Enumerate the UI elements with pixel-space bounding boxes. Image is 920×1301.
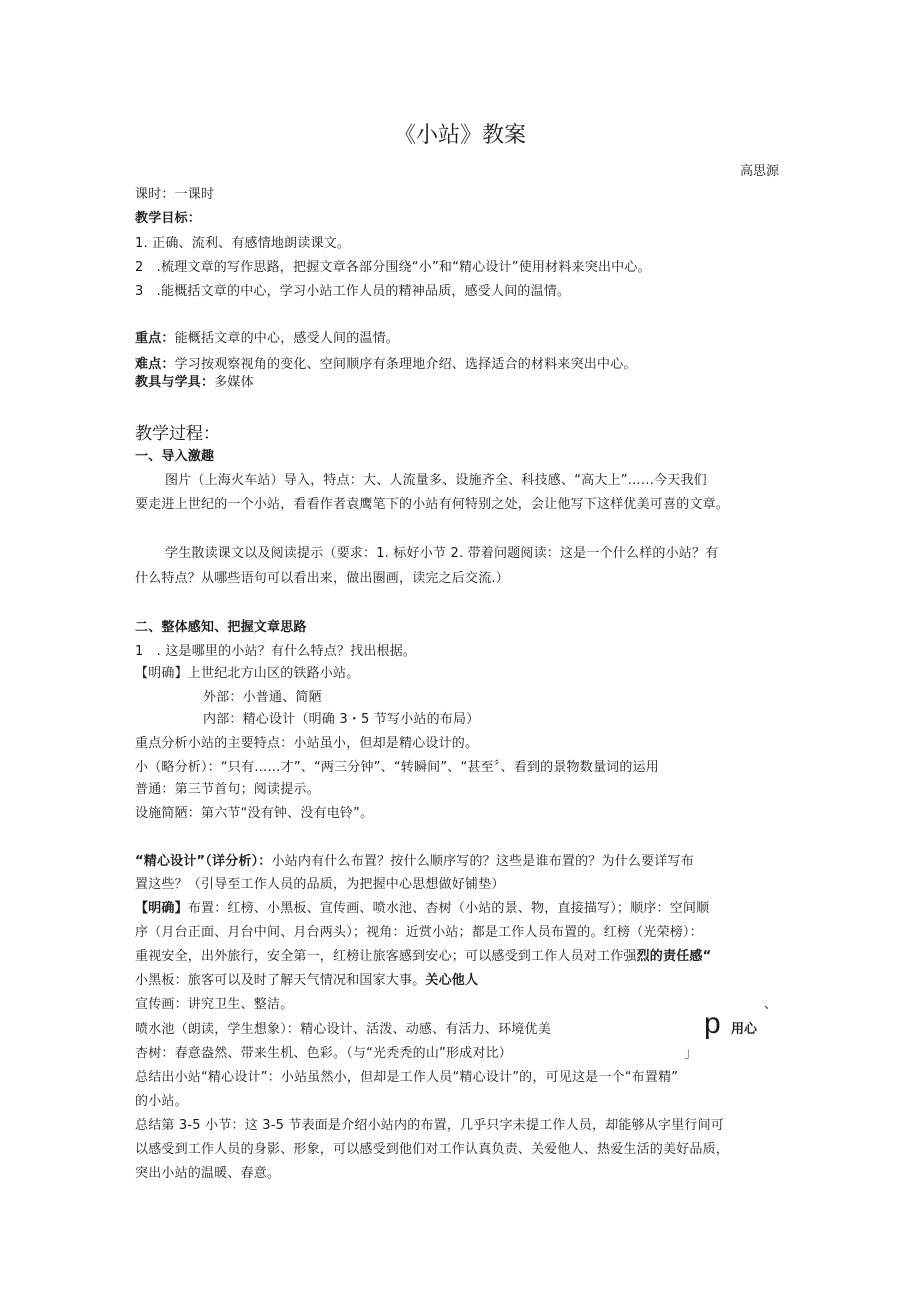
- process-heading: 教学过程：: [135, 424, 220, 444]
- s3-line-7: 宣传画：讲究卫生、整洁。: [135, 997, 294, 1012]
- s3-line-5: [135, 948, 711, 966]
- section-1-heading: 一、导入激趣: [135, 449, 215, 464]
- s3-line-6: [135, 972, 478, 990]
- document-title: 《小站》教案: [393, 123, 526, 148]
- tools-text: 多媒体: [214, 375, 254, 390]
- s3-line-9-stray-mark: 」: [684, 1046, 698, 1061]
- s1-paragraph-2-line-1: 学生散读课文以及阅读提示（要求：1. 标好小节 2. 带着问题阅读：这是一个什么样的小站？有: [165, 546, 719, 561]
- s3-line-12: 总结第 3-5 小节：这 3-5 节表面是介绍小站内的布置，几乎只字未提工作人员，却能够从字里行间可: [135, 1118, 724, 1133]
- difficulty-text: 学习按观察视角的变化、空间顺序有条理地介绍、选择适合的材料来突出中心。: [174, 357, 637, 372]
- s3-line-3: [135, 900, 709, 918]
- tools-label: 教具与学具：: [135, 375, 215, 390]
- s1-paragraph-1-line-1: 图片（上海火车站）导入，特点：大、人流量多、设施齐全、科技感、“高大上”……今天我们: [165, 473, 707, 488]
- key-point: [135, 330, 399, 348]
- s3-line-8: 喷水池（朗读，学生想象）：精心设计、活泼、动感、有活力、环境优美: [135, 1022, 551, 1037]
- key-point-text: 能概括文章的中心，感受人间的温情。: [174, 331, 400, 346]
- s3-line-6-rest: 小黑板：旅客可以及时了解天气情况和国家大事。: [135, 973, 426, 988]
- class-hours: 课时：一课时: [135, 187, 215, 202]
- goal-2: 2 .梳理文章的写作思路，把握文章各部分围绕“小”和“精心设计”使用材料来突出中心。: [135, 260, 651, 275]
- s1-paragraph-2-line-2: 什么特点？从哪些语句可以看出来，做出圈画，读完之后交流.）: [135, 571, 509, 586]
- goal-1: 1. 正确、流利、有感情地朗读课文。: [135, 236, 351, 251]
- s3-line-7-stray-mark: 、: [764, 997, 778, 1012]
- s3-line-13: 以感受到工作人员的身影、形象，可以感受到他们对工作认真负责、关爱他人、热爱生活的美好品质，: [135, 1142, 730, 1157]
- s3-line-5-bold: 烈的责任感“: [636, 949, 712, 964]
- s3-line-10: 总结出小站“精心设计”：小站虽然小，但却是工作人员“精心设计”的，可见这是一个“布置精”: [135, 1070, 679, 1085]
- s3-line-6-bold: 关心他人: [425, 973, 479, 988]
- s3-line-4: 序（月台正面、月台中间、月台两头）；视角：近赏小站；都是工作人员布置的。红榜（光荣榜）：: [135, 925, 703, 940]
- s2-normal: 普通：第三节首句；阅读提示。: [135, 782, 320, 797]
- s2-answer-1: 【明确】上世纪北方山区的铁路小站。: [135, 666, 360, 681]
- s2-simple: 设施简陋：第六节“没有钟、没有电铃”。: [135, 806, 374, 821]
- s3-line-3-bold: 【明确】: [135, 901, 188, 916]
- s2-question-1: 1 . 这是哪里的小站？有什么特点？找出根据。: [135, 644, 417, 659]
- tools: [135, 374, 254, 392]
- difficulty-label: 难点：: [135, 357, 175, 372]
- s2-outside: 外部：小普通、简陋: [203, 690, 322, 705]
- author: 高思源: [740, 164, 780, 179]
- s3-line-8-big-p: p: [704, 1007, 721, 1040]
- s3-line-8-bold: 用心: [731, 1022, 758, 1037]
- s3-line-1-bold: “精心设计”（详分析）：: [135, 854, 272, 869]
- s2-inside: 内部：精心设计（明确 3・5 节写小站的布局）: [203, 712, 480, 727]
- s3-line-1: [135, 853, 694, 871]
- s3-line-9: 杏树：春意盎然、带来生机、色彩。（与“光秃秃的山”形成对比）: [135, 1046, 512, 1061]
- s1-paragraph-1-line-2: 要走进上世纪的一个小站，看看作者袁鹰笔下的小站有何特别之处，会让他写下这样优美可喜的文章。: [135, 497, 730, 512]
- section-2-heading: 二、整体感知、把握文章思路: [135, 620, 307, 635]
- s3-line-1-rest: 小站内有什么布置？按什么顺序写的？这些是谁布置的？为什么要详写布: [271, 854, 694, 869]
- goals-heading: 教学目标：: [135, 211, 202, 226]
- key-point-label: 重点：: [135, 331, 175, 346]
- difficulty: [135, 356, 637, 374]
- goal-3: 3 .能概括文章的中心，学习小站工作人员的精神品质，感受人间的温情。: [135, 284, 571, 299]
- s3-line-5-rest: 重视安全，出外旅行，安全第一，红榜让旅客感到安心；可以感受到工作人员对工作强: [135, 949, 637, 964]
- s3-line-3-rest: 布置：红榜、小黑板、宣传画、喷水池、杏树（小站的景、物，直接描写）；顺序：空间顺: [187, 901, 710, 916]
- s3-line-11: 的小站。: [135, 1094, 188, 1109]
- s2-small: 小（略分析）：“只有……才”、“两三分钟”、“转瞬间”、“甚至〞、看到的景物数量词的运用: [135, 760, 659, 775]
- s2-analysis: 重点分析小站的主要特点：小站虽小，但却是精心设计的。: [135, 736, 479, 751]
- s3-line-2: 置这些？（引导至工作人员的品质，为把握中心思想做好铺垫）: [135, 877, 505, 892]
- s3-line-14: 突出小站的温暖、春意。: [135, 1166, 281, 1181]
